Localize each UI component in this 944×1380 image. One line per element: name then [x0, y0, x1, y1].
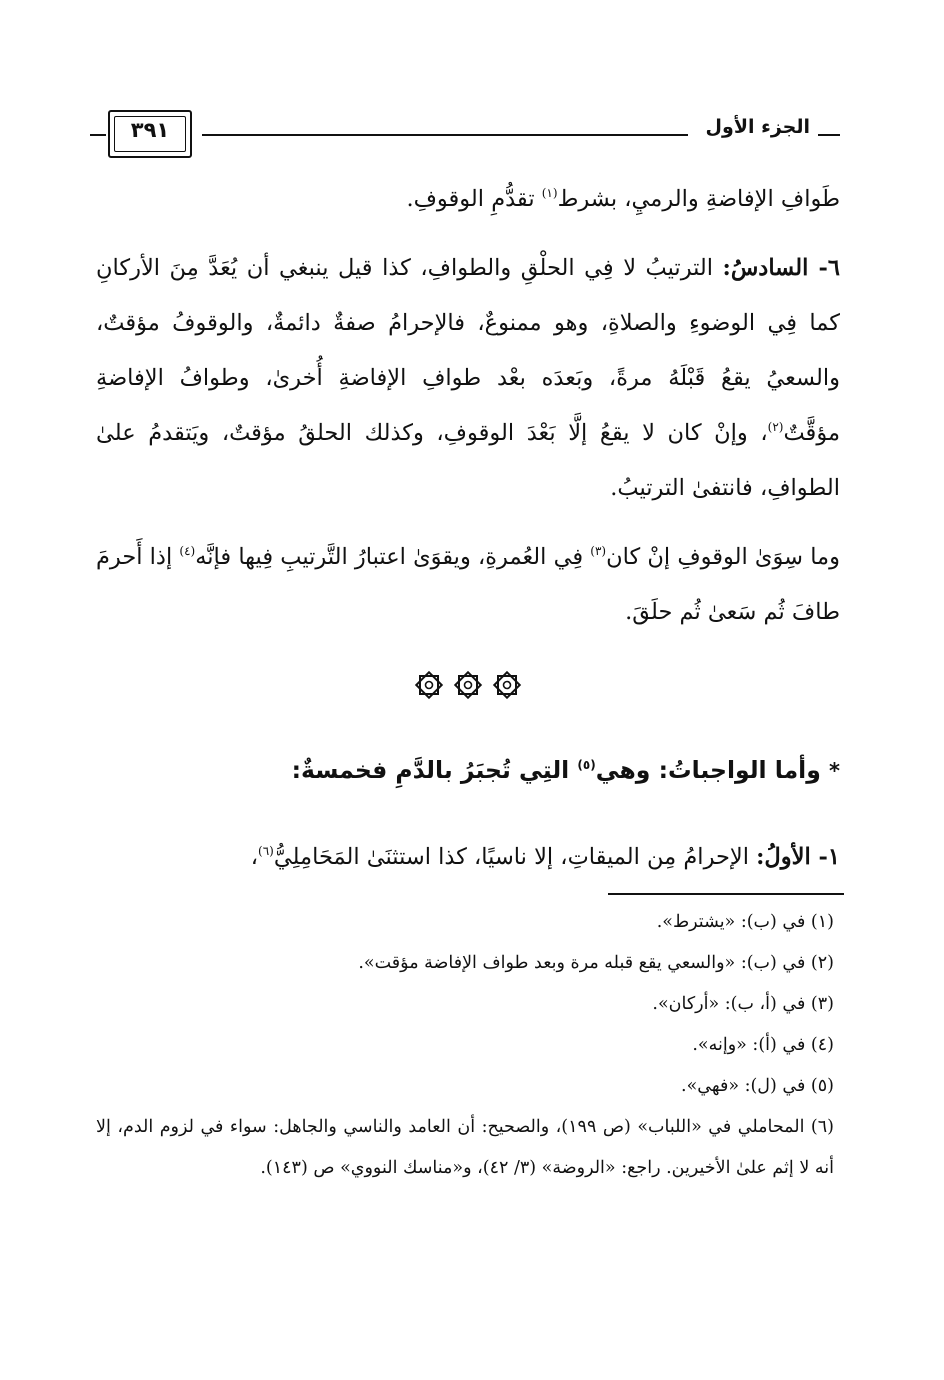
section-heading-text-b: التِي تُجبَرُ بالدَّمِ فخمسةٌ: [291, 756, 578, 784]
header-dash-left [90, 134, 106, 136]
footnote-ref-3: (٣) [590, 544, 607, 558]
footnote-ref-1: (١) [541, 186, 558, 200]
section-divider [96, 670, 840, 710]
paragraph-3-text-c: إذا أَحرمَ طافَ ثُم سَعىٰ ثُم حلَقَ. [96, 544, 840, 625]
paragraph-1 [96, 172, 840, 227]
footnote-ref-4: (٤) [179, 544, 196, 558]
page-number-frame [108, 110, 192, 158]
list-item-1-end: ، [250, 844, 259, 870]
paragraph-1-text: طَوافِ الإفاضةِ والرميِ، بشرط [557, 186, 840, 212]
section-heading [96, 742, 840, 799]
header-rule [202, 134, 688, 136]
asterisk-marker: * [829, 759, 840, 783]
footnote-ref-6: (٦) [258, 844, 274, 858]
running-header [90, 104, 840, 160]
footnote-6: (٦) المحاملي في «اللباب» (ص ١٩٩)، والصحيح: أن العامد والناسي والجاهل: سواء في لزوم الدم، إلا أنه لا إثم علىٰ الأخيرين. راجع: «الروضة» (٣/ ٤٢)، و«مناسك النووي» ص (١٤٣). [96, 1117, 834, 1178]
paragraph-2-text-b: ، وإنْ كان لا يقعُ إلَّا بَعْدَ الوقوفِ، وكذلك الحلقُ مؤقتٌ، ويَتقدمُ علىٰ الطوافِ، فانتفىٰ الترتيبُ. [96, 420, 840, 501]
paragraph-2 [96, 241, 840, 516]
footnote-ref-2: (٢) [767, 420, 784, 434]
footnote-ref-5: (٥) [577, 758, 596, 772]
eight-point-star-icon [414, 670, 444, 700]
paragraph-2-label: ٦- السادسُ: [722, 255, 840, 281]
paragraph-2-text-a: الترتيبُ لا فِي الحلْقِ والطوافِ، كذا قيل ينبغي أن يُعَدَّ مِنَ الأركانِ كما فِي الوضوءِ والصلاةِ، وهو ممنوعٌ، فالإحرامُ صفةٌ دائمةٌ، والوقوفُ مؤقتٌ، والسعيُ يقعُ قَبْلَهُ مرةً، وبَعدَه بعْد طوافِ الإفاضةِ أُخرىٰ، وطوافُ الإفاضةِ مؤقَّتٌ [96, 255, 840, 446]
footnote-5: (٥) في (ل): «فهي». [681, 1076, 834, 1096]
list-item-1 [96, 829, 840, 885]
footnote-2: (٢) في (ب): «والسعي يقع قبله مرة وبعد طواف الإفاضة مؤقت». [358, 953, 834, 973]
main-text [96, 172, 840, 885]
list-item-1-label: ١- الأولُ: [756, 844, 840, 870]
footnotes [96, 902, 840, 1189]
paragraph-1-end: تقدُّمِ الوقوفِ. [406, 186, 542, 212]
list-item-1-text: الإحرامُ مِن الميقاتِ، إلا ناسيًا، كذا استثنَىٰ المَحَامِلِيُّ [273, 844, 757, 870]
eight-point-star-icon [453, 670, 483, 700]
footnote-separator [608, 893, 844, 895]
footnote-1: (١) في (ب): «يشترط». [656, 912, 834, 932]
section-heading-text-a: وأما الواجباتُ: وهي [595, 756, 830, 784]
paragraph-3-text-b: فِي العُمرةِ، ويقوَىٰ اعتبارُ التَّرتيبِ فِيها فإنَّه [195, 544, 591, 570]
footnote-4: (٤) في (أ): «وإنه». [692, 1035, 834, 1055]
paragraph-3-text-a: وما سِوَىٰ الوقوفِ إنْ كان [606, 544, 840, 570]
paragraph-3 [96, 530, 840, 640]
eight-point-star-icon [492, 670, 522, 700]
header-dash-right [818, 134, 840, 136]
volume-title: الجزء الأول [705, 116, 810, 138]
footnote-3: (٣) في (أ، ب): «أركان». [652, 994, 834, 1014]
page-number: ٣٩١ [130, 118, 170, 142]
